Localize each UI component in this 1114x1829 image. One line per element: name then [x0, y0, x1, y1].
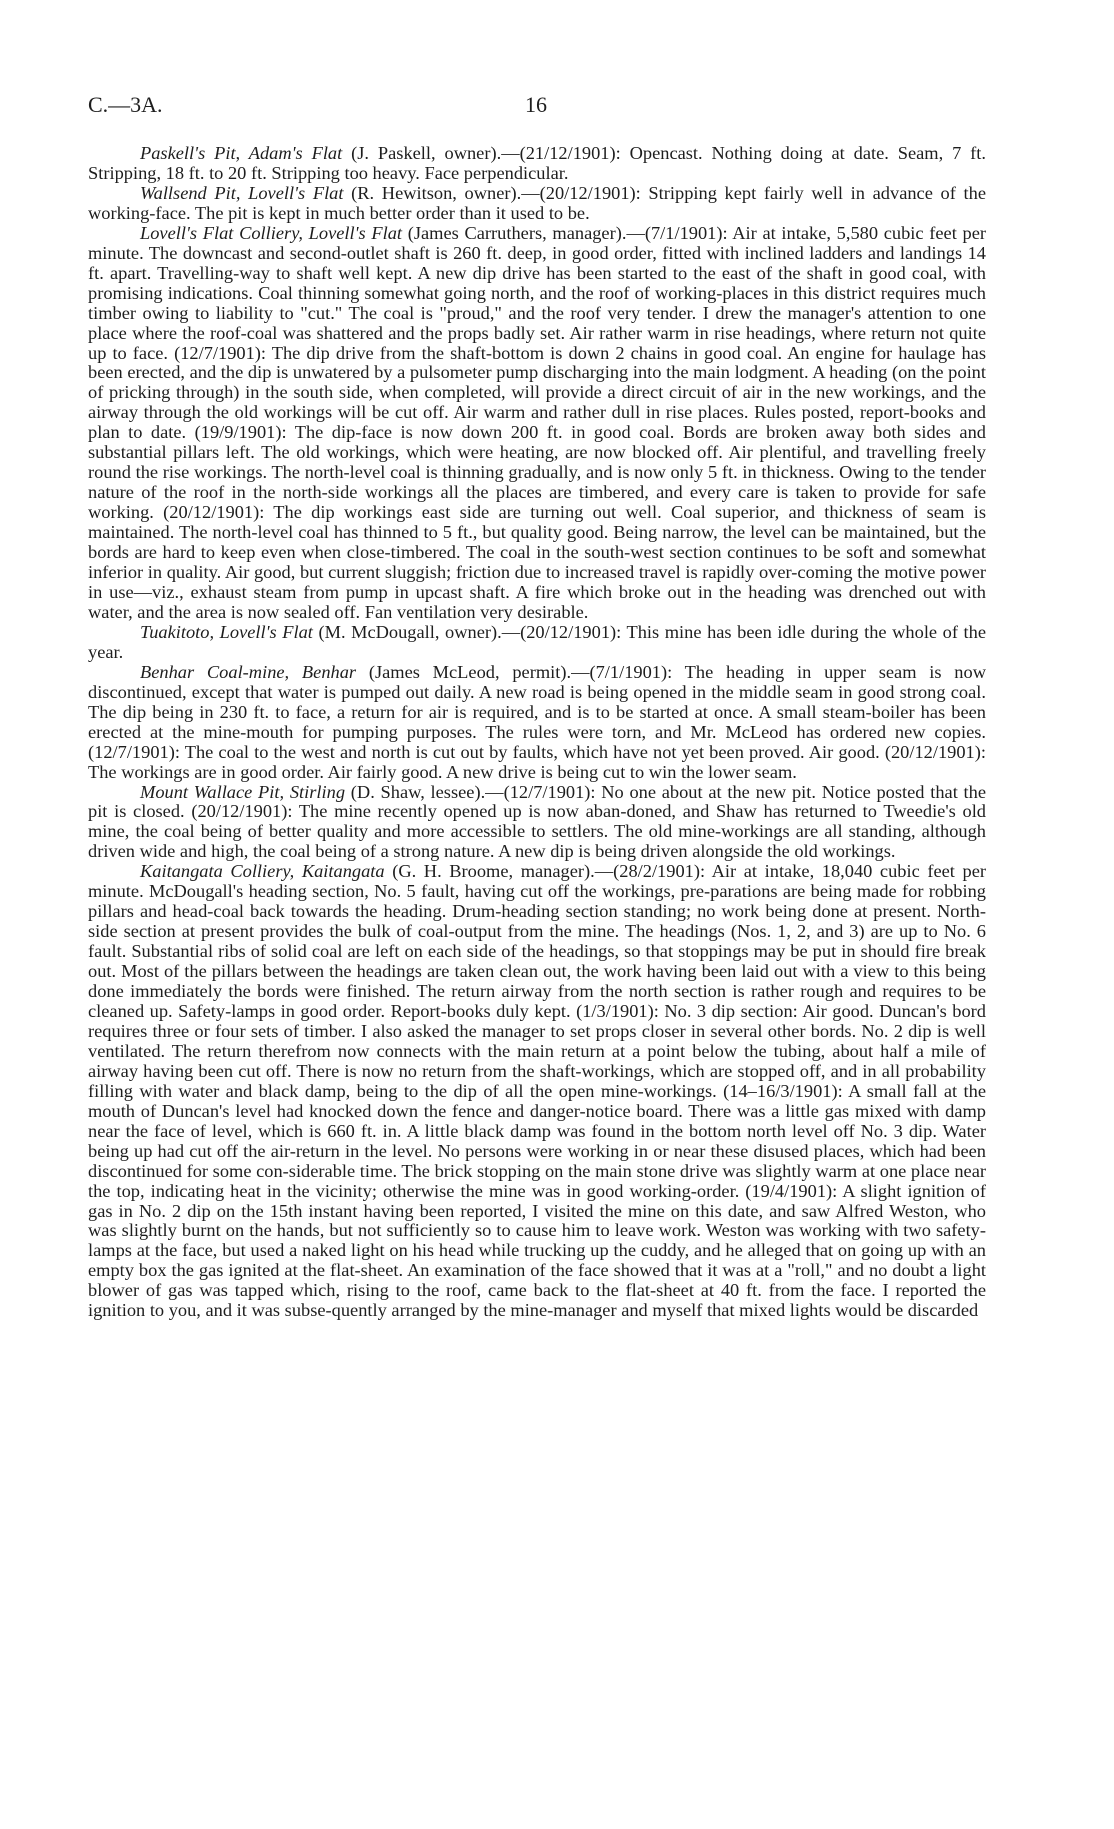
paragraph-text: (M. McDougall, owner).—(20/12/1901): This mine has been idle during the whole of the year.: [88, 621, 987, 662]
paragraph-text: (G. H. Broome, manager).—(28/2/1901): Air at intake, 18,040 cubic feet per minute. McDougall's heading section, No. 5 fault, having cut off the workings, pre-parations are being made for robbing pillars and head-coal back towards the heading. Drum-heading section standing; no work being done at present. North-side section at present provides the bulk of coal-output from the mine. The headings (Nos. 1, 2, and 3) are up to No. 6 fault. Substantial ribs of solid coal are left on each side of the headings, so that stoppings may be put in should fire break out. Most of the pillars between the headings are taken clean out, the work having been laid out with a view to this being done immediately the bords were finished. The return airway from the north section is rather rough and requires to be cleaned up. Safety-lamps in good order. Report-books duly kept. (1/3/1901): No. 3 dip section: Air good. Duncan's bord requires three or four sets of timber. I also asked the manager to set props closer in several other bords. No. 2 dip is well ventilated. The return therefrom now connects with the main return at a point below the tubing, about half a mile of airway having been cut off. There is now no return from the shaft-workings, which are stopped off, and in all probability filling with water and black damp, being to the dip of all the open mine-workings. (14–16/3/1901): A small fall at the mouth of Duncan's level had knocked down the fence and danger-notice board. There was a little gas mixed with damp near the face of level, which is 660 ft. in. A little black damp was found in the bottom north level off No. 3 dip. Water being up had cut off the air-return in the level. No persons were working in or near these disused places, which had been discontinued for some con-siderable time. The brick stopping on the main stone drive was slightly warm at one place near the top, indicating heat in the vicinity; otherwise the mine was in good working-order. (19/4/1901): A slight ignition of gas in No. 2 dip on the 15th instant having been reported, I visited the mine on this date, and saw Alfred Weston, who was slightly burnt on the hands, but not sufficiently so to cause him to leave work. Weston was working with two safety-lamps at the face, but used a naked light on his head while trucking up the cuddy, and he alleged that on going up with an empty box the gas ignited at the flat-sheet. An examination of the face showed that it was at a "roll," and no doubt a light blower of gas was tapped which, rising to the roof, came back to the flat-sheet at 40 ft. from the face. I reported the ignition to you, and it was subse-quently arranged by the mine-manager and myself that mixed lights would be discarded: [88, 861, 986, 1321]
paragraph-benhar-coal-mine: [88, 663, 986, 783]
mine-name: Kaitangata Colliery, Kaitangata: [140, 861, 385, 882]
page-header: [88, 92, 988, 122]
paragraph-text: (James Carruthers, manager).—(7/1/1901): Air at intake, 5,580 cubic feet per minute. The downcast and second-outlet shaft is 260 ft. deep, in good order, fitted with inclined ladders and landings 14 ft. apart. Travelling-way to shaft well kept. A new dip drive has been started to the east of the shaft in good coal, with promising indications. Coal thinning somewhat going north, and the roof of working-places in this district requires much timber owing to liability to "cut." The coal is "proud," and the roof very tender. I drew the manager's attention to one place where the roof-coal was shattered and the props badly set. Air rather warm in rise headings, where return not quite up to face. (12/7/1901): The dip drive from the shaft-bottom is down 2 chains in good coal. An engine for haulage has been erected, and the dip is unwatered by a pulsometer pump discharging into the main lodgment. A heading (on the point of pricking through) in the south side, when completed, will provide a direct circuit of air in the new workings, and the airway through the old workings will be cut off. Air warm and rather dull in rise places. Rules posted, report-books and plan to date. (19/9/1901): The dip-face is now down 200 ft. in good coal. Bords are broken away both sides and substantial pillars left. The old workings, which were heating, are now blocked off. Air plentiful, and travelling freely round the rise workings. The north-level coal is thinning gradually, and is now only 5 ft. in thickness. Owing to the tender nature of the roof in the north-side workings all the places are timbered, and every care is taken to provide for safe working. (20/12/1901): The dip workings east side are turning out well. Coal superior, and thickness of seam is maintained. The north-level coal has thinned to 5 ft., but quality good. Being narrow, the level can be maintained, but the bords are hard to keep even when close-timbered. The coal in the south-west section continues to be soft and somewhat inferior in quality. Air good, but current sluggish; friction due to increased travel is rapidly over-coming the motive power in use—viz., exhaust steam from pump in upcast shaft. A fire which broke out in the heading was drenched out with water, and the area is now sealed off. Fan ventilation very desirable.: [88, 222, 986, 622]
mine-name: Benhar Coal-mine, Benhar: [140, 661, 357, 682]
paragraph-tuakitoto: [88, 623, 986, 663]
mine-name: Paskell's Pit, Adam's Flat: [140, 143, 343, 163]
mine-name: Wallsend Pit, Lovell's Flat: [140, 182, 344, 203]
paragraph-paskells-pit: [88, 144, 986, 184]
mine-name: Tuakitoto, Lovell's Flat: [140, 621, 313, 642]
paragraph-text: (James McLeod, permit).—(7/1/1901): The heading in upper seam is now discontinued, except that water is pumped out daily. A new road is being opened in the middle seam in good strong coal. The dip being in 230 ft. to face, a return for air is required, and is to be started at once. A small steam-boiler has been erected at the mine-mouth for pumping purposes. The rules were torn, and Mr. McLeod has ordered new copies. (12/7/1901): The coal to the west and north is cut out by faults, which have not yet been proved. Air good. (20/12/1901): The workings are in good order. Air fairly good. A new drive is being cut to win the lower seam.: [88, 661, 986, 782]
mine-name: Lovell's Flat Colliery, Lovell's Flat: [140, 222, 403, 243]
report-body: [88, 144, 986, 1321]
paragraph-kaitangata-colliery: [88, 862, 986, 1321]
paragraph-mount-wallace-pit: [88, 783, 986, 863]
mine-name: Mount Wallace Pit, Stirling: [140, 781, 346, 802]
paragraph-text: (J. Paskell, owner).—(21/12/1901): Opencast. Nothing doing at date. Seam, 7 ft. Stripping, 18 ft. to 20 ft. Stripping too heavy. Face perpendicular.: [88, 143, 986, 183]
report-reference: C.—3A.: [88, 92, 163, 117]
paragraph-text: (D. Shaw, lessee).—(12/7/1901): No one about at the new pit. Notice posted that the pit is closed. (20/12/1901): The mine recently opened up is now aban-doned, and Shaw has returned to Tweedie's old mine, the coal being of better quality and more accessible to settlers. The old mine-workings are all standing, although driven wide and high, the coal being of a strong nature. A new dip is being driven alongside the old workings.: [88, 781, 987, 862]
paragraph-text: (R. Hewitson, owner).—(20/12/1901): Stripping kept fairly well in advance of the working-face. The pit is kept in much better order than it used to be.: [88, 182, 986, 223]
paragraph-wallsend-pit: [88, 184, 986, 224]
paragraph-lovells-flat-colliery: [88, 224, 986, 623]
page-number: 16: [525, 92, 547, 117]
